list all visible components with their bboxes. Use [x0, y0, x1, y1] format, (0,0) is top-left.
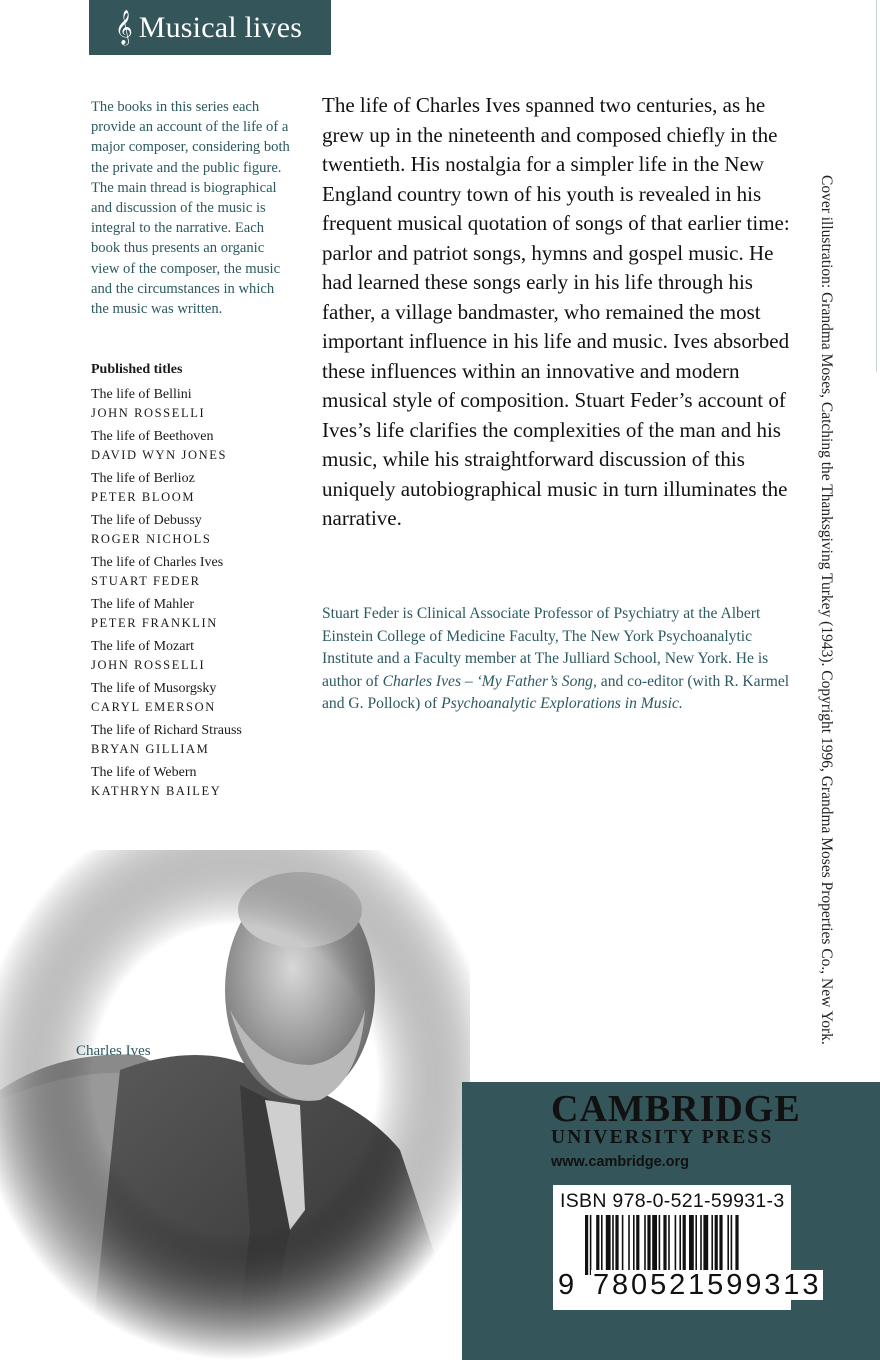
- published-titles-heading: Published titles: [91, 362, 183, 377]
- book-title: The life of Beethoven: [91, 429, 214, 444]
- book-title: The life of Richard Strauss: [91, 723, 242, 738]
- publisher-name: CAMBRIDGE: [551, 1088, 801, 1130]
- bio-book-title: Charles Ives – ‘My Father’s Song,: [382, 672, 597, 690]
- book-author: KATHRYN BAILEY: [91, 784, 222, 798]
- book-blurb: The life of Charles Ives spanned two centuries, as he grew up in the nineteenth and composed chiefly in the twentieth. His nostalgia for a simpler life in the New England country town of his youth is revealed in his frequent musical quotation of songs of that earlier time: parlor and patriot songs, hymns and gospel music. He had learned these songs early in his life through his father, a village bandmaster, who remained the most important influence in his life and music. Ives absorbed these influences within an innovative and modern musical style of composition. Stuart Feder’s account of Ives’s life clarifies the complexities of the man and his music, while his straightforward discussion of this uniquely autobiographical music in turn illuminates the narrative.: [322, 93, 790, 530]
- barcode-bar: [615, 1215, 618, 1275]
- barcode-bar: [590, 1215, 592, 1275]
- book-author: JOHN ROSSELLI: [91, 406, 206, 420]
- barcode-bar: [647, 1215, 650, 1275]
- book-title: The life of Berlioz: [91, 471, 195, 486]
- barcode-bar: [700, 1215, 702, 1275]
- title-entry: [91, 554, 301, 590]
- treble-clef-icon: 𝄞: [115, 9, 133, 45]
- published-titles: [91, 362, 301, 806]
- book-author: JOHN ROSSELLI: [91, 658, 206, 672]
- barcode-bar: [663, 1215, 666, 1275]
- title-entry: [91, 512, 301, 548]
- barcode-bar: [585, 1215, 588, 1275]
- photo-caption: Charles Ives: [76, 1043, 151, 1059]
- title-entry: [91, 638, 301, 674]
- barcode-bar: [668, 1215, 670, 1275]
- publisher-subname: UNIVERSITY PRESS: [551, 1127, 774, 1148]
- barcode-bar: [719, 1215, 722, 1275]
- series-description: The books in this series each provide an account of the life of a major composer, considering both the private and the public figure. The main thread is biographical and discussion of the music is integral to the narrative. Each book thus presents an organic view of the composer, the music and the circumstances in which the music was written.: [91, 99, 290, 318]
- book-author: CARYL EMERSON: [91, 700, 216, 714]
- barcode-bar: [727, 1215, 729, 1275]
- publisher-url: www.cambridge.org: [551, 1154, 690, 1170]
- book-author: PETER FRANKLIN: [91, 616, 218, 630]
- isbn-label: ISBN 978-0-521-59931-3: [560, 1190, 785, 1212]
- book-title: The life of Mozart: [91, 639, 195, 654]
- barcode-bar: [636, 1215, 639, 1275]
- author-bio: [322, 603, 794, 716]
- bio-book-title: Psychoanalytic Explorations in Music.: [441, 695, 683, 712]
- barcode-bar: [606, 1215, 611, 1275]
- barcode-bar: [679, 1215, 681, 1275]
- title-entry: [91, 680, 301, 716]
- barcode-bar: [596, 1215, 599, 1275]
- series-banner: [89, 0, 331, 55]
- barcode-bar: [601, 1215, 603, 1275]
- barcode-first-digit: 9: [558, 1269, 575, 1301]
- barcode-bar: [644, 1215, 646, 1275]
- barcode-bar: [683, 1215, 686, 1275]
- book-author: PETER BLOOM: [91, 490, 196, 504]
- barcode-bar: [735, 1215, 738, 1275]
- book-author: STUART FEDER: [91, 574, 201, 588]
- book-title: The life of Musorgsky: [91, 681, 217, 696]
- title-entry: [91, 764, 301, 800]
- book-title: The life of Charles Ives: [91, 555, 224, 570]
- spine-edge-line: [876, 0, 877, 372]
- series-title: Musical lives: [138, 10, 303, 44]
- barcode-bar: [652, 1215, 657, 1275]
- barcode-bar: [715, 1215, 718, 1275]
- bio-text: Stuart Feder is Clinical Associate Professor of Psychiatry at the Albert Einstein College of Medicine Faculty, The New York Psychoanalytic Institute and a Faculty member at The Julliard School, New York. He is author of: [322, 605, 769, 690]
- title-entry: [91, 470, 301, 506]
- publisher-logo: [551, 1090, 801, 1148]
- title-entry: [91, 428, 301, 464]
- book-title: The life of Debussy: [91, 513, 202, 528]
- title-entry: [91, 386, 301, 422]
- barcode-bar: [695, 1215, 697, 1275]
- barcode-bar: [622, 1215, 624, 1275]
- barcode-digits: 780521599313: [593, 1269, 822, 1301]
- book-author: BRYAN GILLIAM: [91, 742, 210, 756]
- book-title: The life of Bellini: [91, 387, 192, 402]
- barcode-bar: [612, 1215, 614, 1275]
- barcode-bar: [689, 1215, 694, 1275]
- barcode-bar: [731, 1215, 733, 1275]
- barcode-bar: [659, 1215, 661, 1275]
- title-entry: [91, 722, 301, 758]
- book-author: ROGER NICHOLS: [91, 532, 212, 546]
- charles-ives-portrait-photo: [0, 850, 470, 1360]
- barcode-bar: [628, 1215, 630, 1275]
- barcode-bar: [633, 1215, 635, 1275]
- barcode-bar: [675, 1215, 677, 1275]
- book-title: The life of Mahler: [91, 597, 195, 612]
- cover-illustration-credit: Cover illustration: Grandma Moses, Catching the Thanksgiving Turkey (1943). Copyright 1996, Grandma Moses Properties Co., New York.: [818, 175, 835, 1045]
- book-title: The life of Webern: [91, 765, 197, 780]
- barcode-bar: [711, 1215, 713, 1275]
- book-author: DAVID WYN JONES: [91, 448, 228, 462]
- barcode-bar: [703, 1215, 708, 1275]
- title-entry: [91, 596, 301, 632]
- bio-text: and co-editor (with R. Karmel and G. Pollock) of: [322, 672, 790, 712]
